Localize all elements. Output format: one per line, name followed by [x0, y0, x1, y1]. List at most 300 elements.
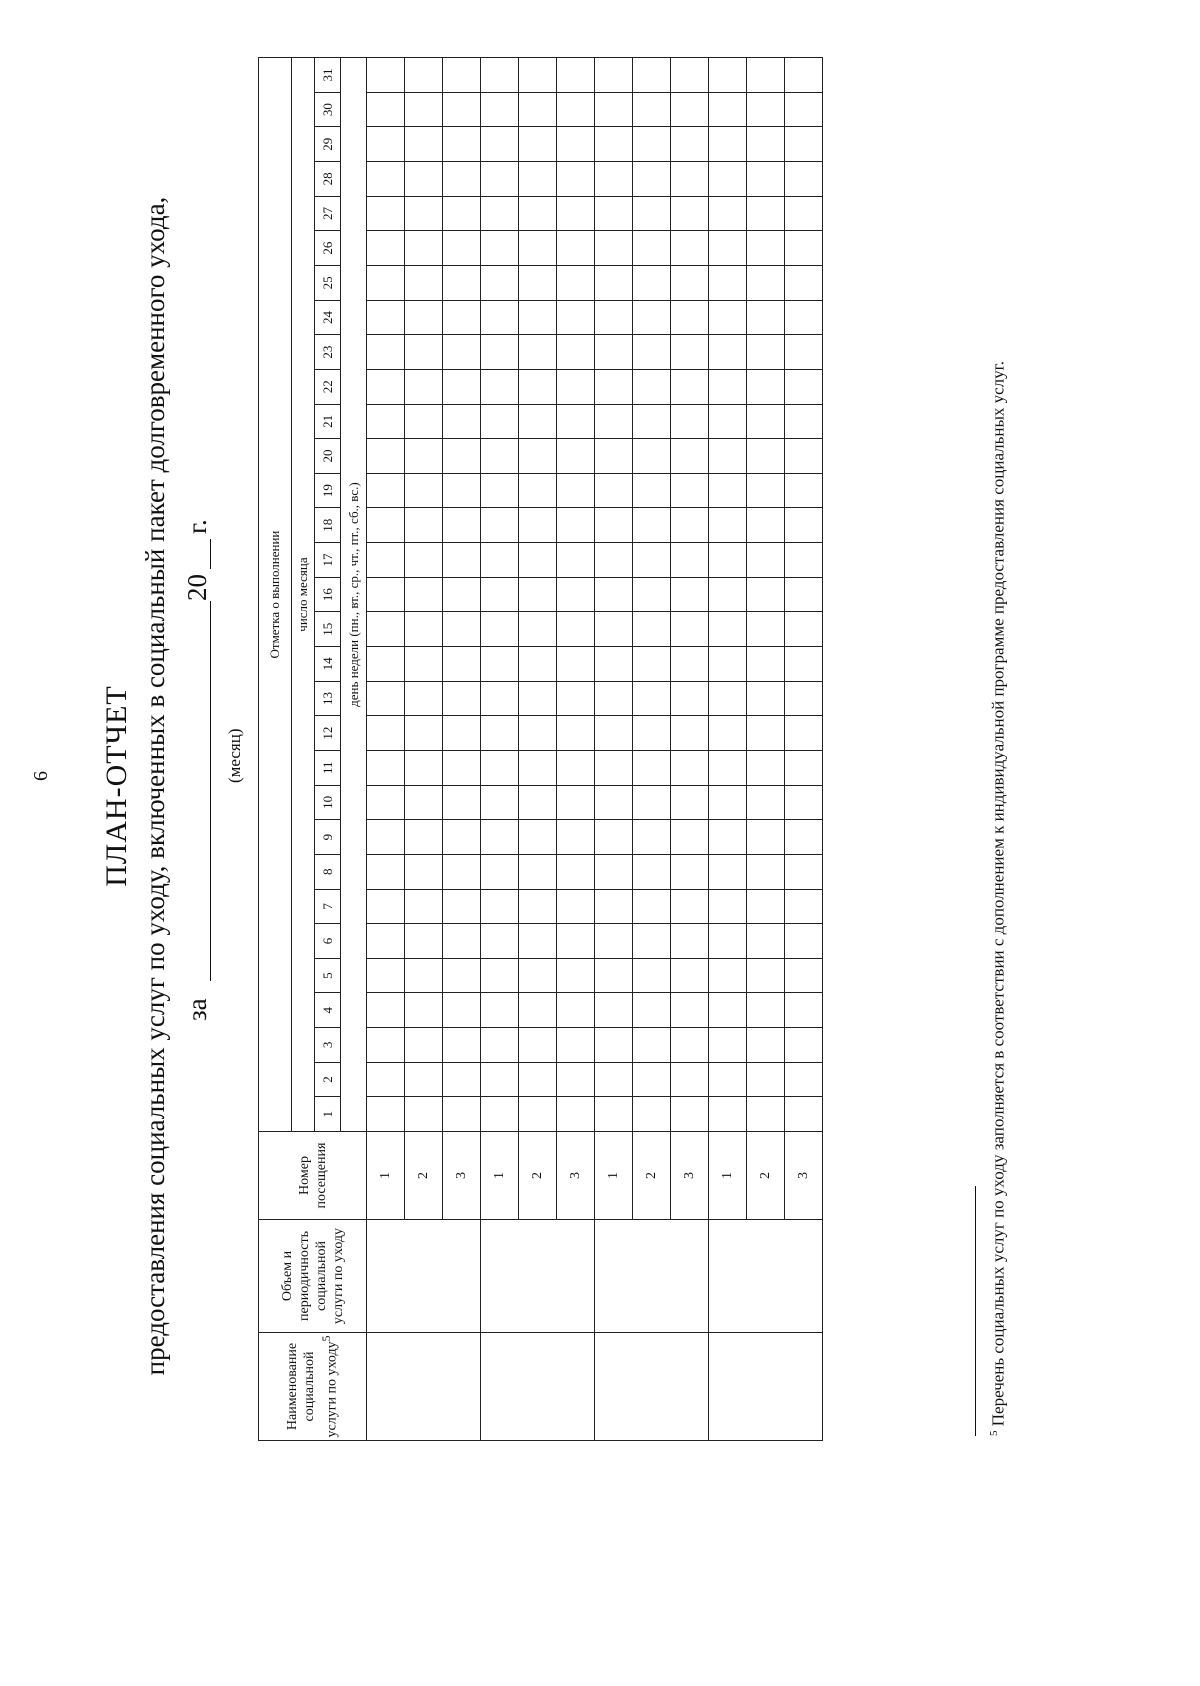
day-mark-cell[interactable]: [709, 300, 747, 335]
day-mark-cell[interactable]: [671, 473, 709, 508]
day-mark-cell[interactable]: [747, 750, 785, 785]
day-mark-cell[interactable]: [367, 681, 405, 716]
day-mark-cell[interactable]: [367, 958, 405, 993]
day-mark-cell[interactable]: [709, 854, 747, 889]
day-mark-cell[interactable]: [747, 127, 785, 162]
day-mark-cell[interactable]: [557, 1062, 595, 1097]
day-mark-cell[interactable]: [633, 681, 671, 716]
day-mark-cell[interactable]: [481, 231, 519, 266]
day-mark-cell[interactable]: [747, 924, 785, 959]
day-mark-cell[interactable]: [367, 335, 405, 370]
day-mark-cell[interactable]: [443, 404, 481, 439]
day-mark-cell[interactable]: [367, 820, 405, 855]
day-mark-cell[interactable]: [405, 508, 443, 543]
day-mark-cell[interactable]: [519, 958, 557, 993]
day-mark-cell[interactable]: [519, 196, 557, 231]
day-mark-cell[interactable]: [709, 335, 747, 370]
day-mark-cell[interactable]: [405, 993, 443, 1028]
day-mark-cell[interactable]: [557, 993, 595, 1028]
day-mark-cell[interactable]: [633, 716, 671, 751]
day-mark-cell[interactable]: [747, 508, 785, 543]
day-mark-cell[interactable]: [443, 265, 481, 300]
day-mark-cell[interactable]: [595, 439, 633, 474]
day-mark-cell[interactable]: [481, 1097, 519, 1132]
day-mark-cell[interactable]: [481, 404, 519, 439]
day-mark-cell[interactable]: [405, 924, 443, 959]
day-mark-cell[interactable]: [747, 543, 785, 578]
day-mark-cell[interactable]: [481, 508, 519, 543]
day-mark-cell[interactable]: [481, 958, 519, 993]
day-mark-cell[interactable]: [633, 612, 671, 647]
day-mark-cell[interactable]: [785, 854, 823, 889]
day-mark-cell[interactable]: [747, 473, 785, 508]
day-mark-cell[interactable]: [443, 681, 481, 716]
day-mark-cell[interactable]: [747, 854, 785, 889]
volume-cell[interactable]: [481, 1220, 595, 1333]
day-mark-cell[interactable]: [481, 577, 519, 612]
day-mark-cell[interactable]: [405, 265, 443, 300]
day-mark-cell[interactable]: [595, 1097, 633, 1132]
day-mark-cell[interactable]: [747, 785, 785, 820]
day-mark-cell[interactable]: [519, 404, 557, 439]
day-mark-cell[interactable]: [519, 820, 557, 855]
day-mark-cell[interactable]: [633, 750, 671, 785]
day-mark-cell[interactable]: [671, 993, 709, 1028]
day-mark-cell[interactable]: [595, 647, 633, 682]
day-mark-cell[interactable]: [671, 612, 709, 647]
day-mark-cell[interactable]: [481, 300, 519, 335]
day-mark-cell[interactable]: [443, 508, 481, 543]
day-mark-cell[interactable]: [519, 473, 557, 508]
day-mark-cell[interactable]: [785, 1062, 823, 1097]
day-mark-cell[interactable]: [405, 127, 443, 162]
day-mark-cell[interactable]: [785, 265, 823, 300]
day-mark-cell[interactable]: [557, 473, 595, 508]
day-mark-cell[interactable]: [481, 335, 519, 370]
day-mark-cell[interactable]: [709, 439, 747, 474]
service-name-cell[interactable]: [367, 1333, 481, 1441]
day-mark-cell[interactable]: [595, 716, 633, 751]
day-mark-cell[interactable]: [785, 404, 823, 439]
day-mark-cell[interactable]: [671, 1062, 709, 1097]
day-mark-cell[interactable]: [519, 231, 557, 266]
day-mark-cell[interactable]: [557, 58, 595, 93]
day-mark-cell[interactable]: [785, 231, 823, 266]
day-mark-cell[interactable]: [747, 1028, 785, 1063]
day-mark-cell[interactable]: [633, 265, 671, 300]
day-mark-cell[interactable]: [519, 924, 557, 959]
day-mark-cell[interactable]: [519, 1062, 557, 1097]
day-mark-cell[interactable]: [709, 1097, 747, 1132]
day-mark-cell[interactable]: [519, 854, 557, 889]
day-mark-cell[interactable]: [595, 127, 633, 162]
day-mark-cell[interactable]: [747, 369, 785, 404]
day-mark-cell[interactable]: [367, 750, 405, 785]
service-name-cell[interactable]: [595, 1333, 709, 1441]
day-mark-cell[interactable]: [785, 335, 823, 370]
day-mark-cell[interactable]: [595, 404, 633, 439]
day-mark-cell[interactable]: [633, 231, 671, 266]
day-mark-cell[interactable]: [633, 1062, 671, 1097]
day-mark-cell[interactable]: [557, 750, 595, 785]
day-mark-cell[interactable]: [595, 785, 633, 820]
day-mark-cell[interactable]: [557, 196, 595, 231]
day-mark-cell[interactable]: [519, 92, 557, 127]
day-mark-cell[interactable]: [709, 750, 747, 785]
day-mark-cell[interactable]: [595, 993, 633, 1028]
day-mark-cell[interactable]: [747, 231, 785, 266]
day-mark-cell[interactable]: [405, 1062, 443, 1097]
day-mark-cell[interactable]: [405, 439, 443, 474]
day-mark-cell[interactable]: [405, 369, 443, 404]
day-mark-cell[interactable]: [671, 543, 709, 578]
day-mark-cell[interactable]: [405, 335, 443, 370]
day-mark-cell[interactable]: [405, 785, 443, 820]
day-mark-cell[interactable]: [671, 369, 709, 404]
day-mark-cell[interactable]: [519, 647, 557, 682]
day-mark-cell[interactable]: [709, 231, 747, 266]
day-mark-cell[interactable]: [785, 785, 823, 820]
day-mark-cell[interactable]: [481, 162, 519, 197]
day-mark-cell[interactable]: [405, 58, 443, 93]
day-mark-cell[interactable]: [709, 265, 747, 300]
day-mark-cell[interactable]: [519, 127, 557, 162]
day-mark-cell[interactable]: [747, 162, 785, 197]
day-mark-cell[interactable]: [557, 231, 595, 266]
day-mark-cell[interactable]: [709, 92, 747, 127]
day-mark-cell[interactable]: [519, 543, 557, 578]
day-mark-cell[interactable]: [481, 716, 519, 751]
day-mark-cell[interactable]: [633, 543, 671, 578]
day-mark-cell[interactable]: [595, 58, 633, 93]
day-mark-cell[interactable]: [671, 854, 709, 889]
day-mark-cell[interactable]: [633, 508, 671, 543]
day-mark-cell[interactable]: [443, 162, 481, 197]
day-mark-cell[interactable]: [709, 508, 747, 543]
day-mark-cell[interactable]: [671, 750, 709, 785]
day-mark-cell[interactable]: [671, 196, 709, 231]
day-mark-cell[interactable]: [747, 439, 785, 474]
day-mark-cell[interactable]: [367, 1062, 405, 1097]
day-mark-cell[interactable]: [671, 1097, 709, 1132]
day-mark-cell[interactable]: [747, 335, 785, 370]
day-mark-cell[interactable]: [519, 265, 557, 300]
day-mark-cell[interactable]: [709, 716, 747, 751]
day-mark-cell[interactable]: [405, 300, 443, 335]
day-mark-cell[interactable]: [595, 1062, 633, 1097]
day-mark-cell[interactable]: [557, 265, 595, 300]
day-mark-cell[interactable]: [367, 1097, 405, 1132]
day-mark-cell[interactable]: [633, 300, 671, 335]
day-mark-cell[interactable]: [443, 889, 481, 924]
day-mark-cell[interactable]: [557, 716, 595, 751]
day-mark-cell[interactable]: [747, 612, 785, 647]
day-mark-cell[interactable]: [557, 854, 595, 889]
day-mark-cell[interactable]: [367, 993, 405, 1028]
volume-cell[interactable]: [367, 1220, 481, 1333]
day-mark-cell[interactable]: [633, 854, 671, 889]
day-mark-cell[interactable]: [443, 820, 481, 855]
day-mark-cell[interactable]: [633, 196, 671, 231]
day-mark-cell[interactable]: [633, 92, 671, 127]
day-mark-cell[interactable]: [709, 162, 747, 197]
day-mark-cell[interactable]: [481, 1028, 519, 1063]
day-mark-cell[interactable]: [519, 716, 557, 751]
day-mark-cell[interactable]: [785, 162, 823, 197]
day-mark-cell[interactable]: [671, 265, 709, 300]
day-mark-cell[interactable]: [443, 1028, 481, 1063]
day-mark-cell[interactable]: [481, 854, 519, 889]
day-mark-cell[interactable]: [595, 196, 633, 231]
day-mark-cell[interactable]: [595, 543, 633, 578]
day-mark-cell[interactable]: [367, 473, 405, 508]
day-mark-cell[interactable]: [481, 1062, 519, 1097]
day-mark-cell[interactable]: [709, 681, 747, 716]
day-mark-cell[interactable]: [481, 473, 519, 508]
day-mark-cell[interactable]: [443, 473, 481, 508]
day-mark-cell[interactable]: [557, 681, 595, 716]
day-mark-cell[interactable]: [481, 58, 519, 93]
day-mark-cell[interactable]: [595, 924, 633, 959]
day-mark-cell[interactable]: [633, 404, 671, 439]
day-mark-cell[interactable]: [443, 196, 481, 231]
day-mark-cell[interactable]: [519, 889, 557, 924]
day-mark-cell[interactable]: [557, 439, 595, 474]
day-mark-cell[interactable]: [557, 785, 595, 820]
day-mark-cell[interactable]: [785, 127, 823, 162]
day-mark-cell[interactable]: [747, 993, 785, 1028]
day-mark-cell[interactable]: [595, 162, 633, 197]
day-mark-cell[interactable]: [443, 958, 481, 993]
day-mark-cell[interactable]: [443, 543, 481, 578]
day-mark-cell[interactable]: [405, 577, 443, 612]
day-mark-cell[interactable]: [405, 196, 443, 231]
day-mark-cell[interactable]: [405, 1097, 443, 1132]
day-mark-cell[interactable]: [557, 612, 595, 647]
day-mark-cell[interactable]: [367, 58, 405, 93]
day-mark-cell[interactable]: [633, 1097, 671, 1132]
day-mark-cell[interactable]: [519, 1097, 557, 1132]
day-mark-cell[interactable]: [481, 785, 519, 820]
day-mark-cell[interactable]: [671, 716, 709, 751]
day-mark-cell[interactable]: [633, 335, 671, 370]
day-mark-cell[interactable]: [671, 300, 709, 335]
day-mark-cell[interactable]: [557, 1028, 595, 1063]
day-mark-cell[interactable]: [367, 300, 405, 335]
day-mark-cell[interactable]: [481, 439, 519, 474]
day-mark-cell[interactable]: [747, 889, 785, 924]
day-mark-cell[interactable]: [443, 58, 481, 93]
day-mark-cell[interactable]: [367, 265, 405, 300]
day-mark-cell[interactable]: [595, 854, 633, 889]
day-mark-cell[interactable]: [595, 577, 633, 612]
volume-cell[interactable]: [595, 1220, 709, 1333]
day-mark-cell[interactable]: [519, 439, 557, 474]
day-mark-cell[interactable]: [671, 785, 709, 820]
day-mark-cell[interactable]: [443, 993, 481, 1028]
day-mark-cell[interactable]: [785, 369, 823, 404]
day-mark-cell[interactable]: [671, 92, 709, 127]
day-mark-cell[interactable]: [785, 439, 823, 474]
day-mark-cell[interactable]: [519, 1028, 557, 1063]
day-mark-cell[interactable]: [785, 92, 823, 127]
day-mark-cell[interactable]: [367, 369, 405, 404]
day-mark-cell[interactable]: [405, 1028, 443, 1063]
day-mark-cell[interactable]: [595, 369, 633, 404]
day-mark-cell[interactable]: [671, 958, 709, 993]
day-mark-cell[interactable]: [557, 924, 595, 959]
day-mark-cell[interactable]: [519, 993, 557, 1028]
day-mark-cell[interactable]: [367, 439, 405, 474]
day-mark-cell[interactable]: [481, 889, 519, 924]
day-mark-cell[interactable]: [747, 92, 785, 127]
day-mark-cell[interactable]: [785, 196, 823, 231]
day-mark-cell[interactable]: [519, 681, 557, 716]
day-mark-cell[interactable]: [443, 231, 481, 266]
day-mark-cell[interactable]: [671, 162, 709, 197]
day-mark-cell[interactable]: [595, 300, 633, 335]
day-mark-cell[interactable]: [709, 889, 747, 924]
day-mark-cell[interactable]: [405, 750, 443, 785]
day-mark-cell[interactable]: [367, 404, 405, 439]
day-mark-cell[interactable]: [405, 958, 443, 993]
day-mark-cell[interactable]: [595, 265, 633, 300]
day-mark-cell[interactable]: [633, 647, 671, 682]
day-mark-cell[interactable]: [595, 750, 633, 785]
day-mark-cell[interactable]: [595, 335, 633, 370]
day-mark-cell[interactable]: [747, 820, 785, 855]
day-mark-cell[interactable]: [709, 577, 747, 612]
day-mark-cell[interactable]: [405, 231, 443, 266]
day-mark-cell[interactable]: [785, 681, 823, 716]
day-mark-cell[interactable]: [785, 612, 823, 647]
day-mark-cell[interactable]: [557, 1097, 595, 1132]
day-mark-cell[interactable]: [405, 162, 443, 197]
day-mark-cell[interactable]: [747, 300, 785, 335]
day-mark-cell[interactable]: [747, 681, 785, 716]
day-mark-cell[interactable]: [443, 854, 481, 889]
day-mark-cell[interactable]: [519, 577, 557, 612]
day-mark-cell[interactable]: [481, 750, 519, 785]
day-mark-cell[interactable]: [633, 369, 671, 404]
day-mark-cell[interactable]: [595, 1028, 633, 1063]
day-mark-cell[interactable]: [557, 404, 595, 439]
day-mark-cell[interactable]: [557, 958, 595, 993]
day-mark-cell[interactable]: [557, 300, 595, 335]
day-mark-cell[interactable]: [709, 543, 747, 578]
day-mark-cell[interactable]: [785, 993, 823, 1028]
day-mark-cell[interactable]: [671, 681, 709, 716]
day-mark-cell[interactable]: [709, 820, 747, 855]
day-mark-cell[interactable]: [785, 750, 823, 785]
day-mark-cell[interactable]: [367, 889, 405, 924]
day-mark-cell[interactable]: [671, 231, 709, 266]
day-mark-cell[interactable]: [785, 58, 823, 93]
day-mark-cell[interactable]: [595, 231, 633, 266]
day-mark-cell[interactable]: [671, 439, 709, 474]
day-mark-cell[interactable]: [481, 647, 519, 682]
day-mark-cell[interactable]: [785, 958, 823, 993]
day-mark-cell[interactable]: [557, 162, 595, 197]
day-mark-cell[interactable]: [557, 543, 595, 578]
day-mark-cell[interactable]: [785, 1028, 823, 1063]
day-mark-cell[interactable]: [633, 1028, 671, 1063]
day-mark-cell[interactable]: [481, 612, 519, 647]
day-mark-cell[interactable]: [633, 473, 671, 508]
day-mark-cell[interactable]: [633, 162, 671, 197]
day-mark-cell[interactable]: [443, 369, 481, 404]
day-mark-cell[interactable]: [747, 196, 785, 231]
day-mark-cell[interactable]: [405, 543, 443, 578]
day-mark-cell[interactable]: [633, 58, 671, 93]
day-mark-cell[interactable]: [405, 404, 443, 439]
day-mark-cell[interactable]: [443, 647, 481, 682]
day-mark-cell[interactable]: [557, 369, 595, 404]
day-mark-cell[interactable]: [367, 508, 405, 543]
day-mark-cell[interactable]: [595, 612, 633, 647]
day-mark-cell[interactable]: [405, 612, 443, 647]
day-mark-cell[interactable]: [785, 716, 823, 751]
day-mark-cell[interactable]: [557, 508, 595, 543]
day-mark-cell[interactable]: [633, 993, 671, 1028]
day-mark-cell[interactable]: [367, 162, 405, 197]
day-mark-cell[interactable]: [671, 577, 709, 612]
day-mark-cell[interactable]: [481, 543, 519, 578]
day-mark-cell[interactable]: [709, 924, 747, 959]
day-mark-cell[interactable]: [519, 335, 557, 370]
day-mark-cell[interactable]: [595, 473, 633, 508]
day-mark-cell[interactable]: [709, 647, 747, 682]
day-mark-cell[interactable]: [785, 577, 823, 612]
day-mark-cell[interactable]: [747, 716, 785, 751]
day-mark-cell[interactable]: [785, 1097, 823, 1132]
day-mark-cell[interactable]: [633, 127, 671, 162]
day-mark-cell[interactable]: [443, 716, 481, 751]
day-mark-cell[interactable]: [367, 612, 405, 647]
day-mark-cell[interactable]: [747, 1062, 785, 1097]
day-mark-cell[interactable]: [443, 785, 481, 820]
day-mark-cell[interactable]: [709, 785, 747, 820]
day-mark-cell[interactable]: [671, 508, 709, 543]
day-mark-cell[interactable]: [709, 958, 747, 993]
day-mark-cell[interactable]: [367, 716, 405, 751]
day-mark-cell[interactable]: [367, 1028, 405, 1063]
day-mark-cell[interactable]: [443, 300, 481, 335]
day-mark-cell[interactable]: [367, 854, 405, 889]
day-mark-cell[interactable]: [443, 924, 481, 959]
day-mark-cell[interactable]: [405, 820, 443, 855]
day-mark-cell[interactable]: [671, 820, 709, 855]
service-name-cell[interactable]: [481, 1333, 595, 1441]
day-mark-cell[interactable]: [557, 889, 595, 924]
day-mark-cell[interactable]: [519, 162, 557, 197]
day-mark-cell[interactable]: [595, 508, 633, 543]
day-mark-cell[interactable]: [633, 924, 671, 959]
day-mark-cell[interactable]: [747, 958, 785, 993]
day-mark-cell[interactable]: [785, 508, 823, 543]
day-mark-cell[interactable]: [747, 1097, 785, 1132]
day-mark-cell[interactable]: [633, 439, 671, 474]
day-mark-cell[interactable]: [747, 577, 785, 612]
day-mark-cell[interactable]: [595, 820, 633, 855]
day-mark-cell[interactable]: [557, 820, 595, 855]
day-mark-cell[interactable]: [443, 1062, 481, 1097]
day-mark-cell[interactable]: [671, 127, 709, 162]
day-mark-cell[interactable]: [443, 1097, 481, 1132]
day-mark-cell[interactable]: [367, 127, 405, 162]
day-mark-cell[interactable]: [747, 58, 785, 93]
day-mark-cell[interactable]: [481, 369, 519, 404]
